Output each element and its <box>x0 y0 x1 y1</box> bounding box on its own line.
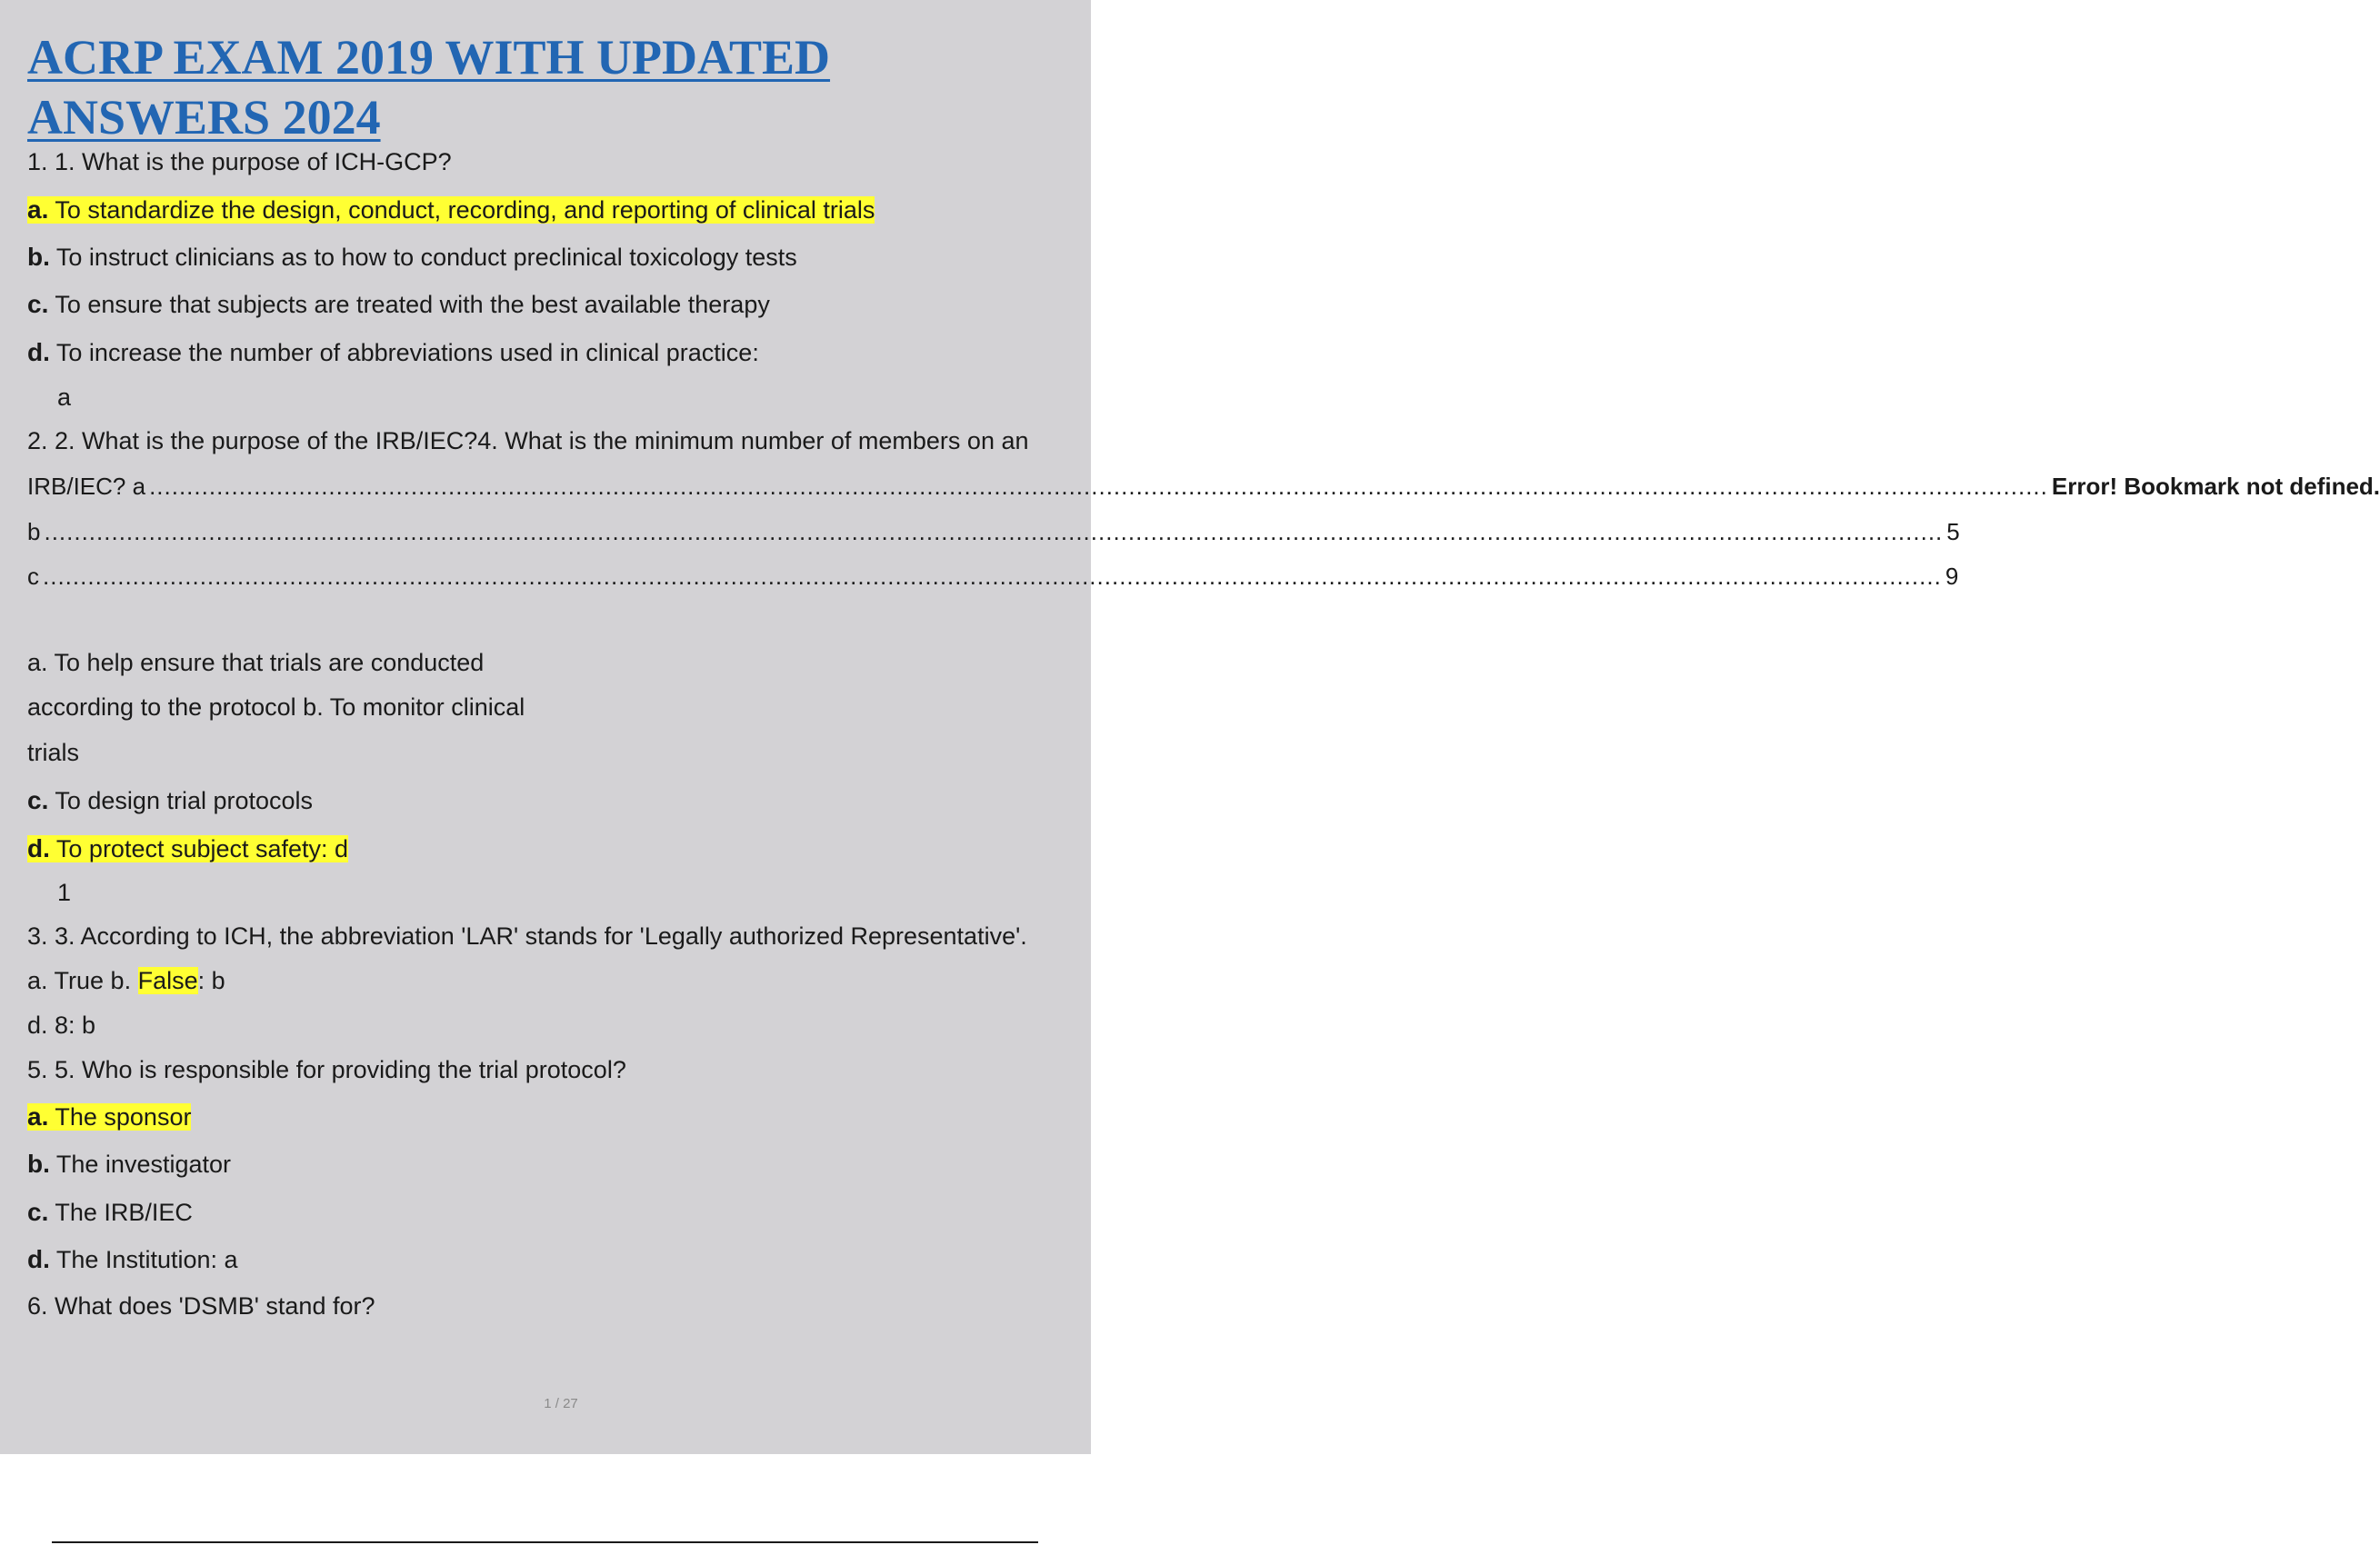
question-3: 3. 3. According to ICH, the abbreviation 'LAR' stands for 'Legally authorized Representative'. <box>27 922 1027 950</box>
answer-highlight: d. To protect subject safety: d <box>27 834 349 862</box>
page-indicator: 1 / 27 <box>544 1396 578 1411</box>
q1-option-a <box>27 194 875 225</box>
q5-option-b: b. The investigator <box>27 1150 232 1178</box>
q3-extra: d. 8: b <box>27 1012 96 1039</box>
q5-option-d: d. The Institution: a <box>27 1245 238 1273</box>
q1-option-b: b. To instruct clinicians as to how to conduct preclinical toxicology tests <box>27 243 797 271</box>
question-5: 5. 5. Who is responsible for providing the trial protocol? <box>27 1056 626 1083</box>
q1-option-c: c. To ensure that subjects are treated with the best available therapy <box>27 290 770 318</box>
question-6: 6. What does 'DSMB' stand for? <box>27 1292 375 1320</box>
q2-option-a-line-1: a. To help ensure that trials are conducted <box>27 649 485 676</box>
q5-option-c: c. The IRB/IEC <box>27 1198 193 1226</box>
toc-line-1: IRB/IEC? a ..... Error! Bookmark not defined. <box>27 472 1109 501</box>
answer-highlight: a. To standardize the design, conduct, recording, and reporting of clinical trials <box>27 195 875 224</box>
q2-answer: 1 <box>57 879 72 906</box>
question-2: 2. 2. What is the purpose of the IRB/IEC?4. What is the minimum number of members on an <box>27 427 1029 454</box>
q2-option-d <box>27 833 348 864</box>
answer-highlight: False <box>137 967 198 994</box>
q2-option-a-line-3: trials <box>27 739 80 766</box>
q2-option-a-line-2: according to the protocol b. To monitor clinical <box>27 693 525 721</box>
question-1: 1. 1. What is the purpose of ICH-GCP? <box>27 148 452 175</box>
q2-option-c: c. To design trial protocols <box>27 786 314 814</box>
document-title: ACRP EXAM 2019 WITH UPDATED ANSWERS 2024 <box>27 30 831 145</box>
toc-line-2: b ..... 5 <box>27 517 1109 546</box>
q1-option-d: d. To increase the number of abbreviations used in clinical practice: <box>27 338 759 366</box>
q5-option-a <box>27 1101 191 1132</box>
q1-answer: a <box>57 384 72 411</box>
toc-line-3: c ..... 9 <box>27 562 1109 591</box>
answer-highlight: a. The sponsor <box>27 1102 192 1131</box>
q3-options: a. True b. False: b <box>27 967 225 994</box>
bottom-divider <box>52 1541 1038 1543</box>
